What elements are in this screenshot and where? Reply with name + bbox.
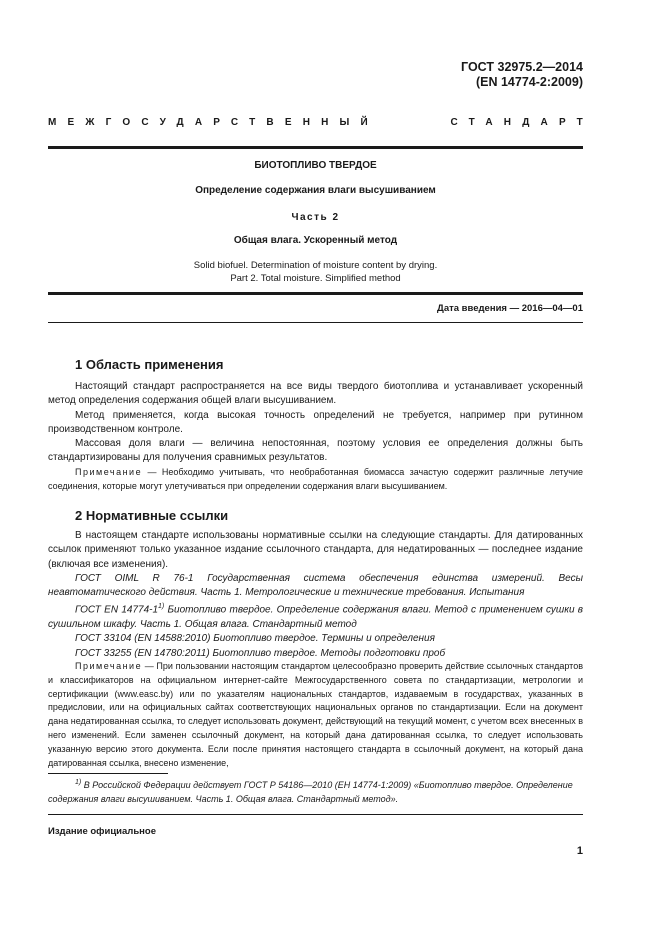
footnote-text: В Российской Федерации действует ГОСТ Р 54186—2010 (ЕН 14774-1:2009) «Биотопливо твердое. Определение содержания влаги высушиванием. Часть 1. Общая влага. Стандартный метод». (48, 780, 573, 804)
footnote-rule (48, 773, 168, 774)
footnote-ref-mark: 1) (158, 603, 165, 611)
english-title-line-2: Part 2. Total moisture. Simplified method (230, 273, 401, 284)
reference-code: ГОСТ EN 14774-1 (75, 604, 159, 616)
footer-rule (48, 814, 583, 815)
section-2-heading: 2 Нормативные ссылки (75, 508, 229, 523)
gost-code: ГОСТ 32975.2—2014 (461, 60, 583, 74)
english-title-line-1: Solid biofuel. Determination of moisture content by drying. (193, 260, 438, 271)
reference-item (48, 600, 583, 632)
section-2-intro: В настоящем стандарте использованы нормативные ссылки на следующие стандарты. Для датированных ссылок применяют только указанное издание ссылочного стандарта, для недатированных — последнее издание (включая все изменения). (48, 530, 583, 570)
section-2-body (48, 529, 583, 661)
top-rule (48, 146, 583, 149)
page-number: 1 (576, 845, 583, 857)
reference-item: ГОСТ 33104 (EN 14588:2010) Биотопливо твердое. Термины и определения (75, 633, 435, 645)
section-1-note (48, 466, 583, 494)
note-text: — При пользовании настоящим стандартом целесообразно проверить действие ссылочных стандартов и классификаторов на официальном интернет-сайте Межгосударственного совета по стандартизации, метрологии и сертификации (www.easc.by) или по указателям национальных стандартов, издаваемым в государствах, указанных в предисловии, или на официальных сайтах соответствующих национальных органов по стандартизации. Если на документ дана недатированная ссылка, то следует использовать документ, действующий на текущий момент, с учетом всех внесенных в него изменений. Если заменен ссылочный документ, на который дана датированная ссылка, то следует использовать указанную версию этого документа. Если после принятия настоящего стандарта в ссылочный документ, на который дана датированная ссылка, внесено изменение, (48, 661, 583, 768)
part-number: Часть 2 (291, 212, 340, 223)
section-1-heading: 1 Область применения (75, 357, 224, 372)
document-title: БИОТОПЛИВО ТВЕРДОЕ (254, 160, 377, 171)
banner-right: СТАНДАРТ (450, 117, 594, 128)
footnote-mark: 1) (75, 779, 82, 786)
banner-left: МЕЖГОСУДАРСТВЕННЫЙ (48, 117, 379, 128)
section-1-paragraph: Метод применяется, когда высокая точность определений не требуется, например при рутинном производственном контроле. (48, 409, 583, 435)
part-title: Общая влага. Ускоренный метод (233, 235, 398, 246)
note-text: — Необходимо учитывать, что необработанная биомасса зачастую содержит различные летучие соединения, которые могут улетучиваться при определении содержания влаги высушиванием. (48, 467, 583, 491)
section-1-paragraph: Массовая доля влаги — величина непостоянная, поэтому условия ее определения должны быть стандартизированы для получения сравнимых результатов. (48, 438, 583, 464)
document-subtitle: Определение содержания влаги высушиванием (195, 185, 436, 196)
official-edition-label: Издание официальное (48, 826, 156, 837)
footnote (48, 776, 583, 806)
section-1-paragraph: Настоящий стандарт распространяется на все виды твердого биотоплива и устанавливает ускоренный метод определения содержания общей влаги высушиванием. (48, 381, 583, 407)
date-rule (48, 322, 583, 323)
introduction-date: Дата введения — 2016—04—01 (437, 303, 583, 314)
title-bottom-rule (48, 292, 583, 295)
note-label: Примечание (75, 467, 143, 477)
reference-title: Биотопливо твердое. Определение содержания влаги. Метод с применением сушки в сушильном шкафу. Часть 1. Общая влага. Стандартный метод (48, 604, 584, 631)
standard-designation (461, 60, 583, 90)
section-2-note (48, 660, 583, 770)
reference-item: ГОСТ 33255 (EN 14780:2011) Биотопливо твердое. Методы подготовки проб (75, 647, 446, 659)
reference-item: ГОСТ OIML R 76-1 Государственная система обеспечения единства измерений. Весы неавтоматического действия. Часть 1. Метрологические и технические требования. Испытания (48, 572, 583, 599)
note-label: Примечание (75, 661, 143, 671)
en-code: (EN 14774-2:2009) (475, 75, 583, 89)
english-title (48, 259, 583, 285)
section-1-body (48, 380, 583, 466)
